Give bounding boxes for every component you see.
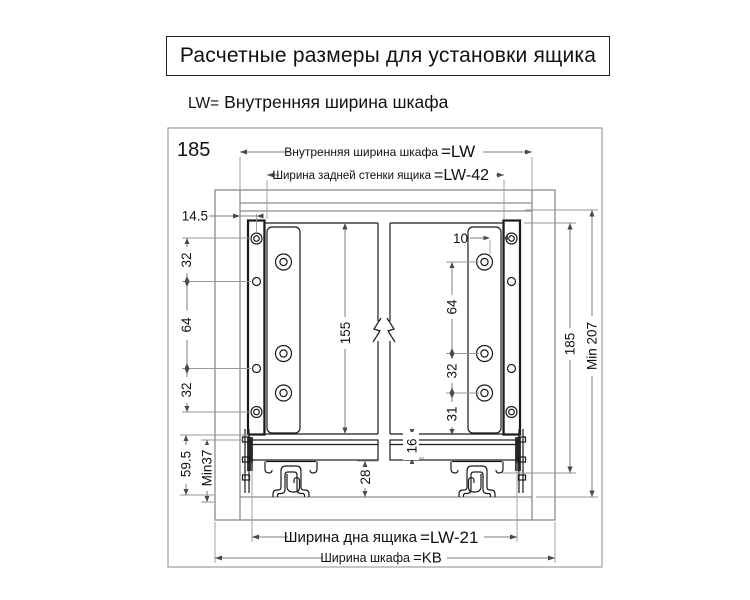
dim-value: 32: [179, 382, 194, 398]
drawer-bottom-assembly-left: [243, 429, 379, 497]
drawer-back-panel-left: [248, 221, 381, 435]
dim-right-hole-chain: [445, 262, 480, 435]
dim-value: 28: [358, 469, 373, 485]
legend-lw-prefix: LW=: [188, 95, 220, 112]
dim-value: 185: [562, 332, 578, 356]
dim-value: 31: [444, 406, 460, 422]
corner-label: 185: [177, 139, 211, 161]
dim-value: 64: [444, 299, 460, 315]
dim-value: =KB: [413, 549, 442, 567]
dim-value: 16: [404, 438, 420, 454]
dim-label: Ширина шкафа: [320, 551, 410, 565]
dim-value: 32: [444, 363, 460, 379]
dim-value: =LW: [441, 142, 476, 161]
dim-label: Внутренняя ширина шкафа: [284, 145, 438, 159]
drawer-back-panel-right: [387, 221, 520, 435]
dim-label: Ширина дна ящика: [283, 529, 417, 546]
drawing-frame: [168, 128, 602, 567]
runner-hook: [287, 474, 300, 492]
dim-value: 32: [179, 252, 194, 268]
dim-value: 155: [338, 321, 353, 345]
plate-mount-holes: [477, 254, 493, 401]
dim-bottom-width: [252, 463, 517, 547]
rail-screw-holes: [251, 233, 262, 418]
dim-gap-28: [357, 461, 378, 497]
rail-screw-holes: [506, 233, 517, 418]
page-title: Расчетные размеры для установки ящика: [179, 44, 597, 67]
dim-value: Min 207: [584, 321, 600, 371]
dim-value: 14.5: [181, 208, 208, 224]
dim-value: Min37: [199, 449, 215, 487]
dim-min37: [198, 440, 244, 502]
dim-back-height-155: [338, 223, 353, 434]
dim-label: Ширина задней стенки ящика: [272, 170, 431, 182]
runner-hook: [469, 474, 482, 492]
dim-value: 64: [179, 317, 194, 333]
dim-value: =LW-42: [434, 167, 489, 184]
dim-value: 59.5: [178, 450, 194, 478]
dim-value: 10: [452, 231, 468, 246]
dim-value: =LW-21: [420, 528, 479, 547]
legend-lw-text: Внутренняя ширина шкафа: [224, 92, 449, 112]
plate-mount-holes: [276, 254, 292, 401]
